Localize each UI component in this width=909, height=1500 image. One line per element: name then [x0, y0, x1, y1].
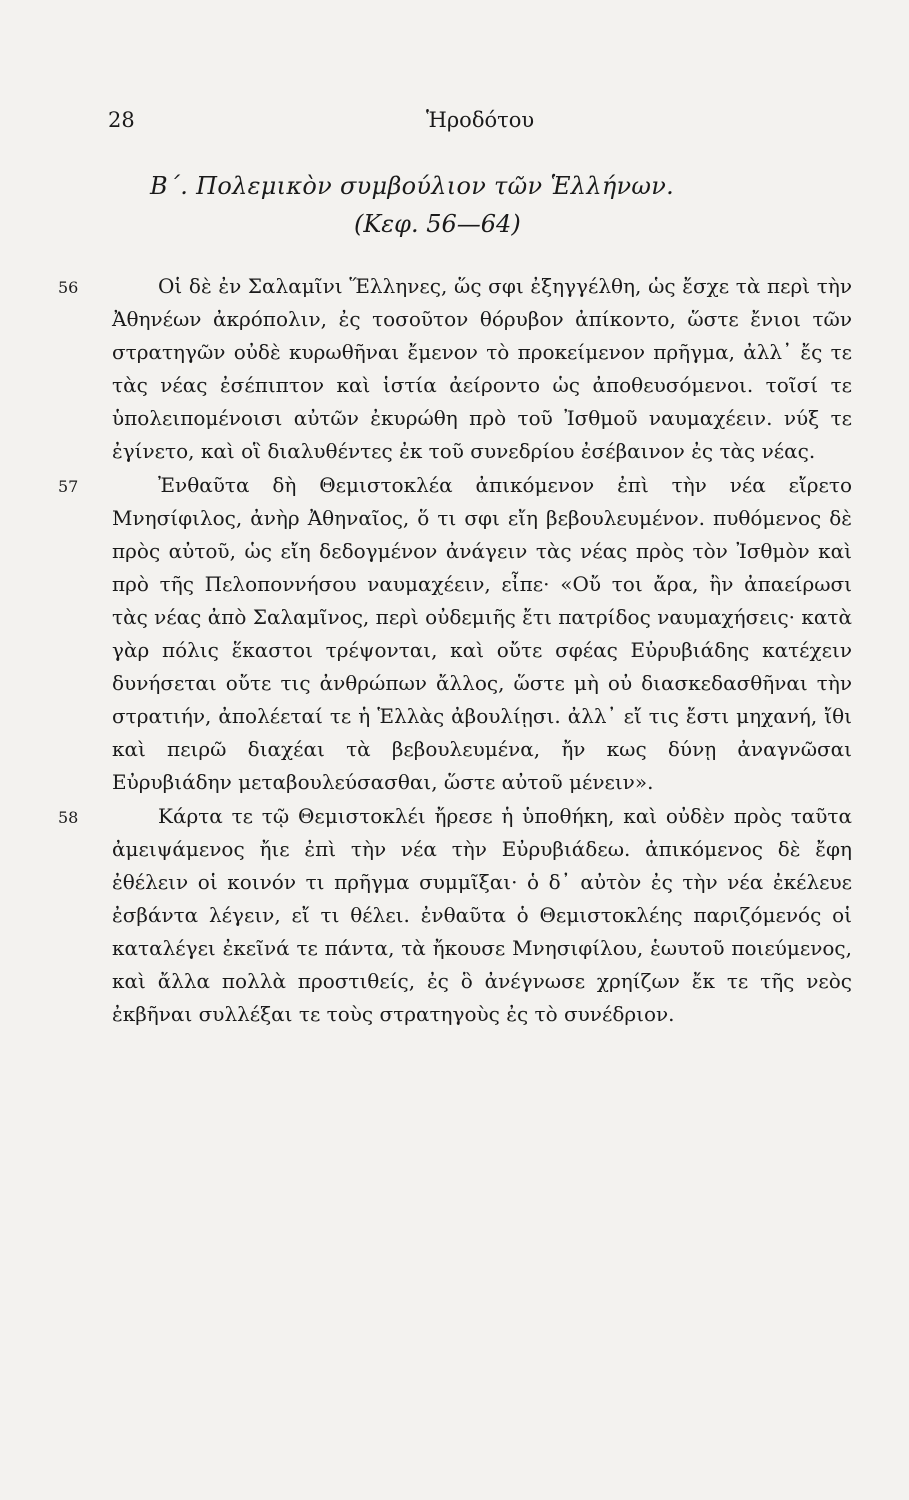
body-text: [58, 270, 852, 1031]
paragraph-57: [58, 469, 852, 800]
paragraph-text: Κάρτα τε τῷ Θεμιστοκλέι ἤρεσε ἡ ὑποθήκη, καὶ οὐδὲν πρὸς ταῦτα ἀμειψάμενος ἤιε ἐπὶ τὴν νέα τὴν Εὐρυβιάδεω. ἀπικόμενος δὲ ἔφη ἐθέλειν οἱ κοινόν τι πρῆγμα συμμῖξαι· ὁ δ᾽ αὐτὸν ἐς τὴν νέα ἐκέλευε ἐσβάντα λέγειν, εἴ τι θέλει. ἐνθαῦτα ὁ Θεμιστοκλέης παριζόμενός οἱ καταλέγει ἐκεῖνά τε πάντα, τὰ ἤκουσε Μνησιφίλου, ἑωυτοῦ ποιεύμενος, καὶ ἄλλα πολλὰ προστιθείς, ἐς ὃ ἀνέγνωσε χρηίζων ἔκ τε τῆς νεὸς ἐκβῆναι συλλέξαι τε τοὺς στρατηγοὺς ἐς τὸ συνέδριον.: [112, 803, 852, 1027]
page-number: 28: [108, 108, 135, 132]
section-number: 57: [58, 476, 79, 496]
section-number: 58: [58, 807, 79, 827]
paragraph-58: [58, 800, 852, 1032]
heading-title: Β΄. Πολεμικὸν συμβούλιον τῶν Ἑλλήνων.: [150, 172, 675, 200]
paragraph-text: Ἐνθαῦτα δὴ Θεμιστοκλέα ἀπικόμενον ἐπὶ τὴν νέα εἴρετο Μνησίφιλος, ἀνὴρ Ἀθηναῖος, ὅ τι σφι εἴη βεβουλευμένον. πυθόμενος δὲ πρὸς αὐτοῦ, ὡς εἴη δεδογμένον ἀνάγειν τὰς νέας πρὸς τὸν Ἰσθμὸν καὶ πρὸ τῆς Πελοποννήσου ναυμαχέειν, εἶπε· «Οὔ τοι ἄρα, ἢν ἀπαείρωσι τὰς νέας ἀπὸ Σαλαμῖνος, περὶ οὐδεμιῆς ἔτι πατρίδος ναυμαχήσεις· κατὰ γὰρ πόλις ἕκαστοι τρέψονται, καὶ οὔτε σφέας Εὐρυβιάδης κατέχειν δυνήσεται οὔτε τις ἀνθρώπων ἄλλος, ὥστε μὴ οὐ διασκεδασθῆναι τὴν στρατιήν, ἀπολέεταί τε ἡ Ἑλλὰς ἀβουλίῃσι. ἀλλ᾽ εἴ τις ἔστι μηχανή, ἴθι καὶ πειρῶ διαχέαι τὰ βεβουλευμένα, ἤν κως δύνῃ ἀναγνῶσαι Εὐρυβιάδην μεταβουλεύσασθαι, ὥστε αὐτοῦ μένειν».: [112, 472, 852, 795]
section-number: 56: [58, 278, 79, 297]
running-title: Ἡροδότου: [426, 108, 535, 132]
section-heading: [150, 172, 850, 238]
page-header: [108, 108, 868, 138]
heading-subtitle: (Κεφ. 56—64): [354, 210, 521, 238]
paragraph-text: Οἱ δὲ ἐν Σαλαμῖνι Ἕλληνες, ὥς σφι ἐξηγγέλθη, ὡς ἔσχε τὰ περὶ τὴν Ἀθηνέων ἀκρόπολιν, ἐς τοσοῦτον θόρυβον ἀπίκοντο, ὥστε ἔνιοι τῶν στρατηγῶν οὐδὲ κυρωθῆναι ἔμενον τὸ προκείμενον πρῆγμα, ἀλλ᾽ ἔς τε τὰς νέας ἐσέπιπτον καὶ ἱστία ἀείροντο ὡς ἀποθευσόμενοι. τοῖσί τε ὑπολειπομένοισι αὐτῶν ἐκυρώθη πρὸ τοῦ Ἰσθμοῦ ναυμαχέειν. νύξ τε ἐγίνετο, καὶ οἳ διαλυθέντες ἐκ τοῦ συνεδρίου ἐσέβαινον ἐς τὰς νέας.: [112, 274, 852, 464]
paragraph-56: [58, 270, 852, 469]
